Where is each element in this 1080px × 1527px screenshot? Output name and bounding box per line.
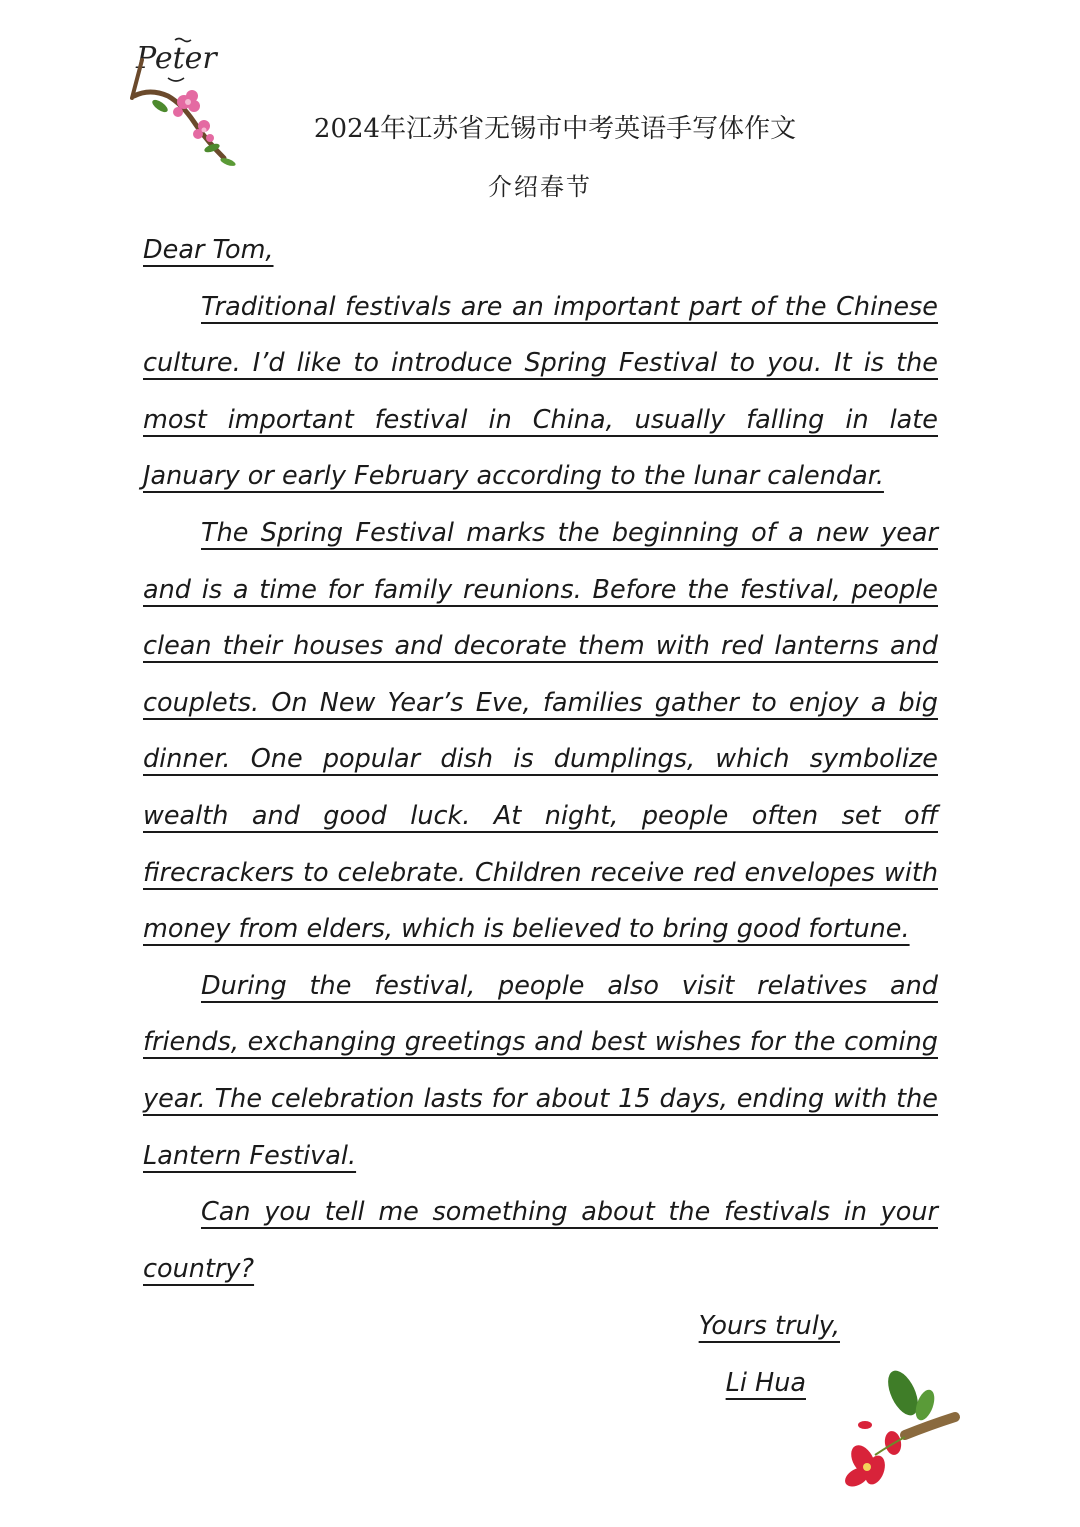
letter-body (143, 222, 938, 1297)
signature: Li Hua (725, 1367, 806, 1398)
peter-logo (120, 30, 250, 175)
paragraph-4: Can you tell me something about the festivals in your country? (143, 1197, 938, 1284)
page-title: 2024年江苏省无锡市中考英语手写体作文 (313, 114, 797, 144)
paragraph-2: The Spring Festival marks the beginning of a new year and is a time for family reunions. Before the festival, people clean their houses and decorate them with red lanterns and couplets. On New Year’s Eve, families gather to enjoy a big dinner. One popular dish is dumplings, which symbolize wealth and good luck. At night, people often set off firecrackers to celebrate. Children receive red envelopes with money from elders, which is believed to bring good fortune. (143, 517, 938, 945)
logo-text: Peter (136, 41, 217, 76)
paragraph-1: Traditional festivals are an important part of the Chinese culture. I’d like to introduce Spring Festival to you. It is the most important festival in China, usually falling in late January or early February according to the lunar calendar. (143, 291, 938, 492)
closing-phrase: Yours truly, (698, 1311, 840, 1341)
letter-closing (143, 1298, 938, 1411)
flower-decoration-icon (835, 1365, 965, 1500)
salutation: Dear Tom, (143, 235, 274, 265)
paragraph-3: During the festival, people also visit relatives and friends, exchanging greetings and best wishes for the coming year. The celebration lasts for about 15 days, ending with the Lantern Festival. (143, 970, 938, 1171)
page-subtitle: 介绍春节 (488, 173, 592, 201)
